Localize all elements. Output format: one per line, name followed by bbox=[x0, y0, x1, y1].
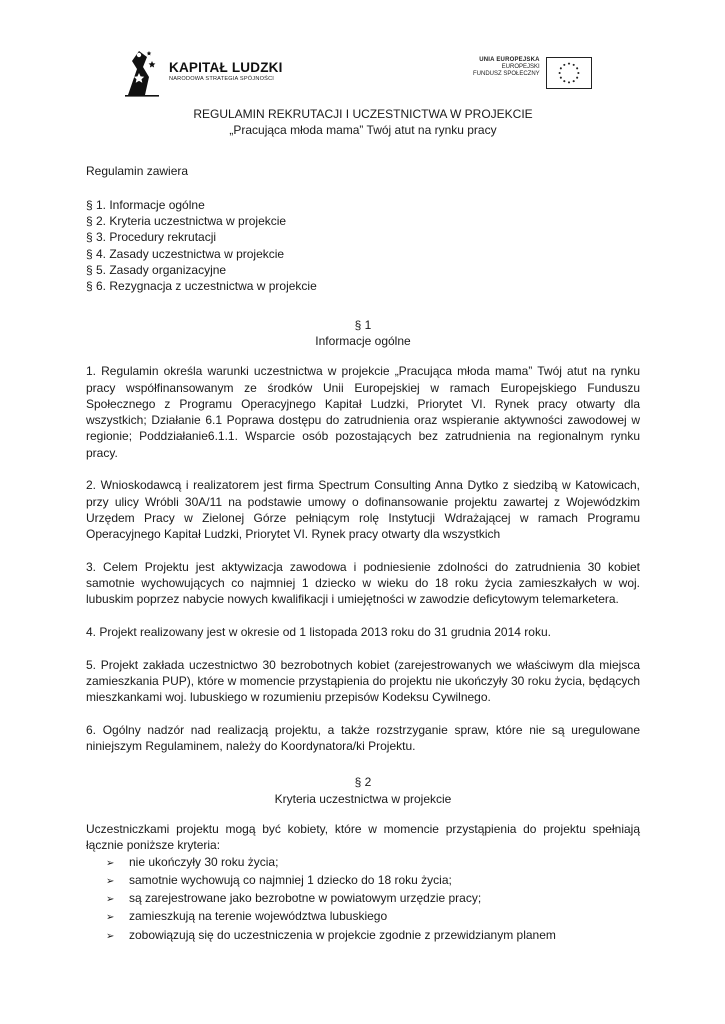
eu-flag-icon bbox=[546, 57, 592, 89]
toc-item: § 3. Procedury rekrutacji bbox=[86, 230, 217, 245]
list-item: ➢ są zarejestrowane jako bezrobotne w powiatowym urzędzie pracy; bbox=[86, 890, 640, 908]
section-1-paragraph: 2. Wnioskodawcą i realizatorem jest firma Spectrum Consulting Anna Dytko z siedzibą w Katowicach, przy ulicy Wróbli 30A/11 na podstawie umowy o dofinansowanie projektu zawartej z Wojewódzkim Urzędem Pracy w Zielonej Górze pełniącym rolę Instytucji Wdrażającej w ramach Programu Operacyjnego Kapitał Ludzki, Priorytet VI. Rynek pracy otwarty dla wszystkich bbox=[86, 478, 640, 542]
human-figure-stars-icon bbox=[125, 47, 161, 97]
arrow-bullet-icon: ➢ bbox=[106, 875, 115, 887]
section-2-intro: Uczestniczkami projektu mogą być kobiety, które w momencie przystąpienia do projektu spełniają łącznie poniższe kryteria: bbox=[86, 821, 640, 853]
criteria-list bbox=[86, 854, 640, 945]
kl-logo-title: KAPITAŁ LUDZKI bbox=[169, 59, 283, 75]
title-line-2: „Pracująca młoda mama” Twój atut na rynku pracy bbox=[229, 123, 497, 138]
document-title bbox=[86, 106, 640, 139]
section-1-heading: Informacje ogólne bbox=[315, 333, 411, 348]
title-line-1: REGULAMIN REKRUTACJI I UCZESTNICTWA W PROJEKCIE bbox=[193, 107, 533, 121]
kapital-ludzki-logo bbox=[125, 46, 283, 98]
eu-logo-line2: EUROPEJSKI bbox=[501, 63, 540, 70]
list-item: ➢ samotnie wychowują co najmniej 1 dziecko do 18 roku życia; bbox=[86, 872, 640, 890]
eu-logo bbox=[473, 57, 592, 89]
eu-logo-line3: FUNDUSZ SPOŁECZNY bbox=[473, 70, 540, 77]
contents-heading: Regulamin zawiera bbox=[86, 163, 189, 178]
toc-item: § 1. Informacje ogólne bbox=[86, 197, 205, 212]
section-1-number: § 1 bbox=[354, 317, 372, 332]
toc-item: § 2. Kryteria uczestnictwa w projekcie bbox=[86, 214, 287, 229]
toc-item: § 6. Rezygnacja z uczestnictwa w projekcie bbox=[86, 279, 317, 294]
arrow-bullet-icon: ➢ bbox=[106, 930, 115, 942]
list-item: ➢ zamieszkują na terenie województwa lubuskiego bbox=[86, 908, 640, 926]
list-item: ➢ zobowiązują się do uczestniczenia w projekcie zgodnie z przewidzianym planem bbox=[86, 927, 640, 945]
list-item: ➢ nie ukończyły 30 roku życia; bbox=[86, 854, 640, 872]
table-of-contents bbox=[86, 197, 640, 295]
eu-logo-line1: UNIA EUROPEJSKA bbox=[479, 57, 540, 63]
section-1-paragraph: 5. Projekt zakłada uczestnictwo 30 bezrobotnych kobiet (zarejestrowanych we właściwym dla miejsca zamieszkania PUP), które w momencie przystąpienia do projektu nie ukończyły 30 roku życia, będących mieszkankami woj. lubuskiego w rozumieniu przepisów Kodeksu Cywilnego. bbox=[86, 657, 640, 705]
section-1-paragraph: 4. Projekt realizowany jest w okresie od 1 listopada 2013 roku do 31 grudnia 2014 roku. bbox=[86, 625, 551, 640]
arrow-bullet-icon: ➢ bbox=[106, 857, 115, 869]
section-2-heading: Kryteria uczestnictwa w projekcie bbox=[274, 791, 452, 806]
toc-item: § 4. Zasady uczestnictwa w projekcie bbox=[86, 246, 285, 261]
section-1-paragraph: 6. Ogólny nadzór nad realizacją projektu, a także rozstrzyganie spraw, które nie są uregulowane niniejszym Regulaminem, należy do Koordynatora/ki Projektu. bbox=[86, 722, 640, 754]
kl-logo-subtitle: NARODOWA STRATEGIA SPÓJNOŚCI bbox=[169, 76, 275, 83]
document-body bbox=[86, 106, 640, 945]
toc-item: § 5. Zasady organizacyjne bbox=[86, 263, 227, 278]
section-2-number: § 2 bbox=[354, 775, 372, 790]
section-1-paragraph: 1. Regulamin określa warunki uczestnictwa w projekcie „Pracująca młoda mama” Twój atut na rynku pracy współfinansowanym ze środków Unii Europejskiej w ramach Europejskiego Funduszu Społecznego z Programu Operacyjnego Kapitał Ludzki, Priorytet VI. Rynek pracy otwarty dla wszystkich; Działanie 6.1 Poprawa dostępu do zatrudnienia oraz wspieranie aktywności zawodowej w regionie; Poddziałanie6.1.1. Wsparcie osób pozostających bez zatrudnienia na regionalnym rynku pracy. bbox=[86, 364, 640, 460]
section-1-paragraph: 3. Celem Projektu jest aktywizacja zawodowa i podniesienie zdolności do zatrudnienia 30 kobiet samotnie wychowujących co najmniej 1 dziecko w wieku do 18 roku życia zamieszkałych w woj. lubuskim poprzez nabycie nowych kwalifikacji i umiejętności w zawodzie deficytowym telemarketera. bbox=[86, 559, 640, 607]
arrow-bullet-icon: ➢ bbox=[106, 894, 115, 906]
arrow-bullet-icon: ➢ bbox=[106, 912, 115, 924]
